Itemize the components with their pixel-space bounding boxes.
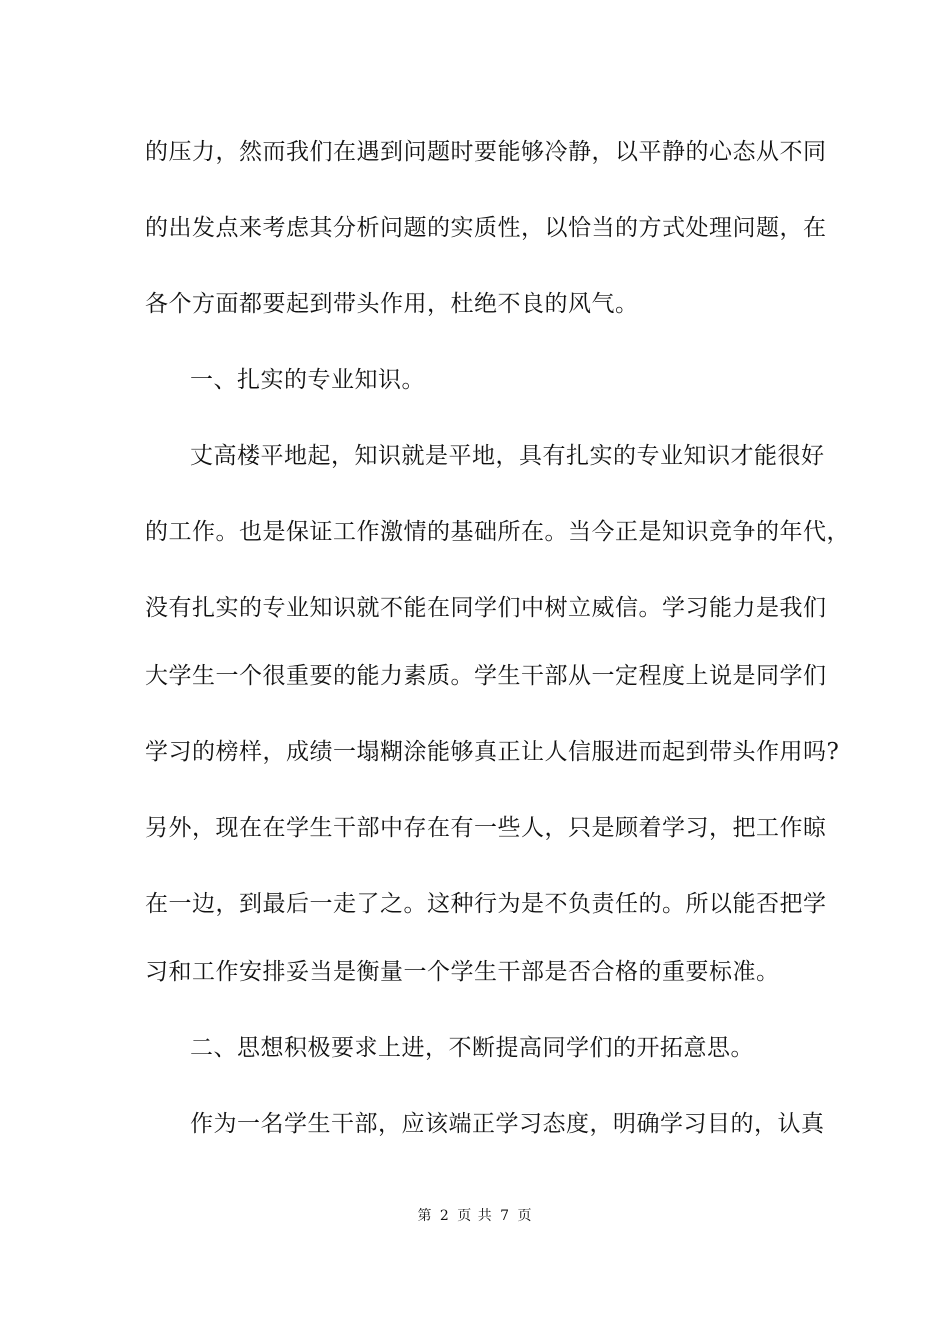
text-line: 作为一名学生干部，应该端正学习态度，明确学习目的，认真 — [190, 1111, 825, 1137]
text-line: 各个方面都要起到带头作用，杜绝不良的风气。 — [145, 291, 639, 317]
text-line: 的出发点来考虑其分析问题的实质性，以恰当的方式处理问题，在 — [145, 215, 827, 241]
text-line: 大学生一个很重要的能力素质。学生干部从一定程度上说是同学们 — [145, 663, 827, 689]
text-line: 的压力，然而我们在遇到问题时要能够冷静，以平静的心态从不同 — [145, 139, 827, 165]
page-footer — [0, 1206, 950, 1226]
text-line: 习和工作安排妥当是衡量一个学生干部是否合格的重要标准。 — [145, 959, 780, 985]
text-line: 学习的榜样，成绩一塌糊涂能够真正让人信服进而起到带头作用吗? — [145, 739, 840, 765]
text-line: 另外，现在在学生干部中存在有一些人，只是顾着学习，把工作晾 — [145, 815, 827, 841]
footer-middle: 页 共 — [457, 1208, 493, 1224]
text-line: 在一边，到最后一走了之。这种行为是不负责任的。所以能否把学 — [145, 891, 827, 917]
footer-total-pages: 7 — [500, 1208, 511, 1224]
text-line: 没有扎实的专业知识就不能在同学们中树立威信。学习能力是我们 — [145, 595, 827, 621]
footer-current-page: 2 — [439, 1208, 450, 1224]
footer-prefix: 第 — [417, 1208, 433, 1224]
text-line: 丈高楼平地起，知识就是平地，具有扎实的专业知识才能很好 — [190, 443, 825, 469]
text-line: 的工作。也是保证工作激情的基础所在。当今正是知识竞争的年代， — [145, 519, 850, 545]
section-heading: 二、思想积极要求上进，不断提高同学们的开拓意思。 — [190, 1035, 754, 1061]
section-heading: 一、扎实的专业知识。 — [190, 367, 425, 393]
footer-suffix: 页 — [517, 1208, 533, 1224]
